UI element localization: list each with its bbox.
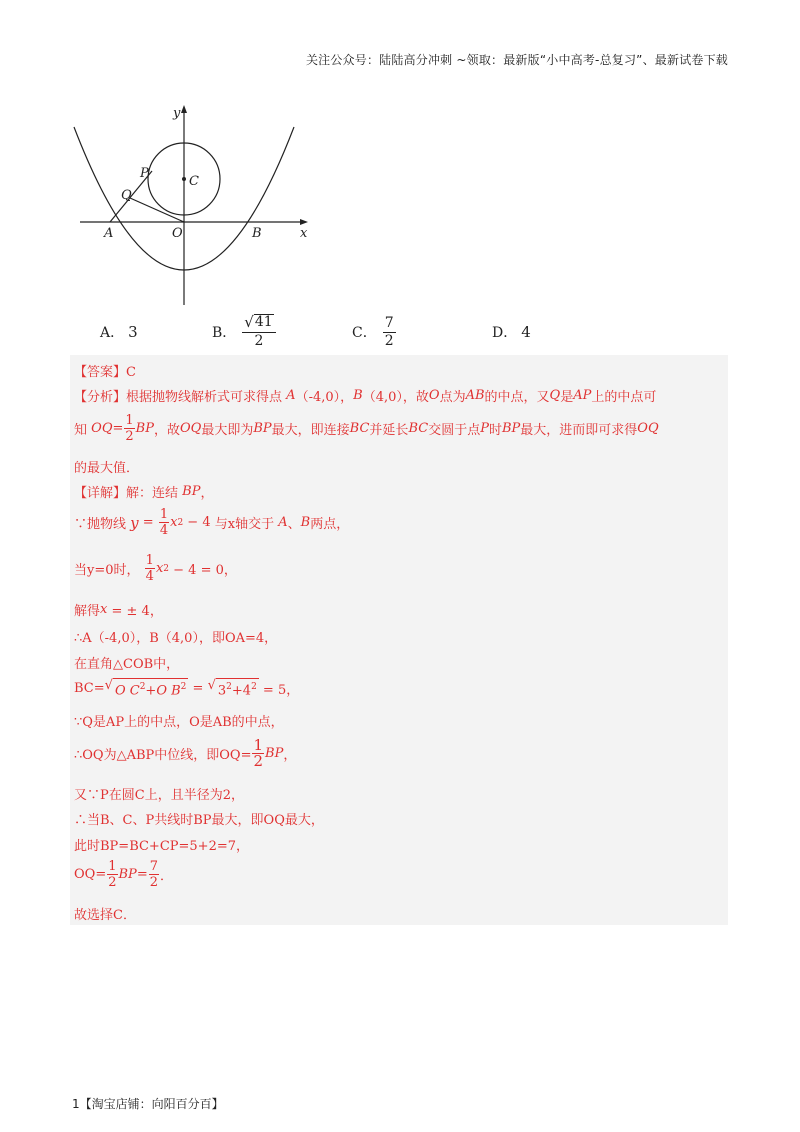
label-x: x [300, 226, 308, 241]
answer-options [0, 312, 800, 360]
detail-line-7: BC= √ O $C^2+O$ $B^2$ = √ $3^2+4^2$ = 5， [74, 678, 300, 699]
option-b[interactable]: B． √ 41 2 [212, 312, 276, 352]
detail-line-11: ∴当B、C、P共线时BP最大，即OQ最大， [74, 813, 324, 828]
option-c-fraction: $\frac{7}{2}$ [384, 314, 394, 349]
center-c-dot [182, 177, 186, 181]
solution-box [70, 355, 728, 925]
label-o: O [172, 226, 183, 241]
detail-line-2: ∵抛物线 y = 1 4 x 2 − 4 与x轴交于 A 、 B 两点， [74, 507, 350, 538]
label-y: y [173, 106, 181, 121]
segment-oq [130, 198, 184, 222]
page-header: 关注公众号：陆陆高分冲刺 ~领取：最新版“小中高考-总复习”、最新试卷下载 [305, 53, 728, 67]
x-axis-arrow [300, 219, 308, 225]
analysis-line-2: 知 OQ = 1 2 BP ，故 OQ 最大即为 BP 最大，即连接 BC 并延长 BC 交圆于点 P 时 BP 最大，进而即可求得 OQ [74, 413, 659, 444]
label-b: B [252, 226, 262, 241]
answer-line: 【答案】C [74, 365, 136, 380]
detail-line-8: ∵Q是AP上的中点，O是AB的中点， [74, 715, 284, 730]
label-p: P [140, 166, 149, 181]
detail-line-13: OQ= $\frac{1}{2}$ BP = 7 2 ． [74, 859, 174, 890]
option-a[interactable]: A． 3 [100, 323, 138, 341]
detail-line-3: 当y=0时， 1 4 x 2 − 4 = 0， [74, 553, 237, 584]
label-c: C [189, 174, 199, 189]
label-a: A [104, 226, 114, 241]
option-d[interactable]: D． 4 [492, 323, 531, 341]
detail-line-10: 又∵P在圆C上，且半径为2， [74, 788, 244, 803]
detail-line-5: ∴A（-4,0），B（4,0），即OA=4， [74, 631, 278, 646]
option-b-fraction: √ 41 2 [242, 314, 275, 350]
analysis-line-1: 【分析】 根据抛物线解析式可求得点 A （-4,0）， B （4,0），故 O 点为 AB 的中点，又 Q 是 AP 上的中点可 [74, 388, 657, 405]
page-footer: 1【淘宝店铺：向阳百分百】 [72, 1097, 224, 1111]
detail-line-9: ∴OQ为△ABP中位线，即OQ= $\frac{1}{2}$ BP ， [74, 736, 297, 770]
detail-line-1: 【详解】 解：连结 BP ， [74, 484, 214, 501]
option-c[interactable]: C． $\frac{7}{2}$ [352, 314, 394, 349]
detail-line-12: 此时BP=BC+CP=5+2=7， [74, 839, 250, 854]
detail-line-4: 解得 x = ± 4， [74, 602, 163, 619]
label-q: Q [121, 188, 132, 203]
geometry-figure [70, 95, 320, 307]
detail-line-6: 在直角△COB中， [74, 657, 180, 672]
y-axis-arrow [181, 105, 187, 113]
analysis-line-3: 的最大值． [74, 461, 140, 476]
detail-line-14: 故选择C． [74, 908, 136, 923]
